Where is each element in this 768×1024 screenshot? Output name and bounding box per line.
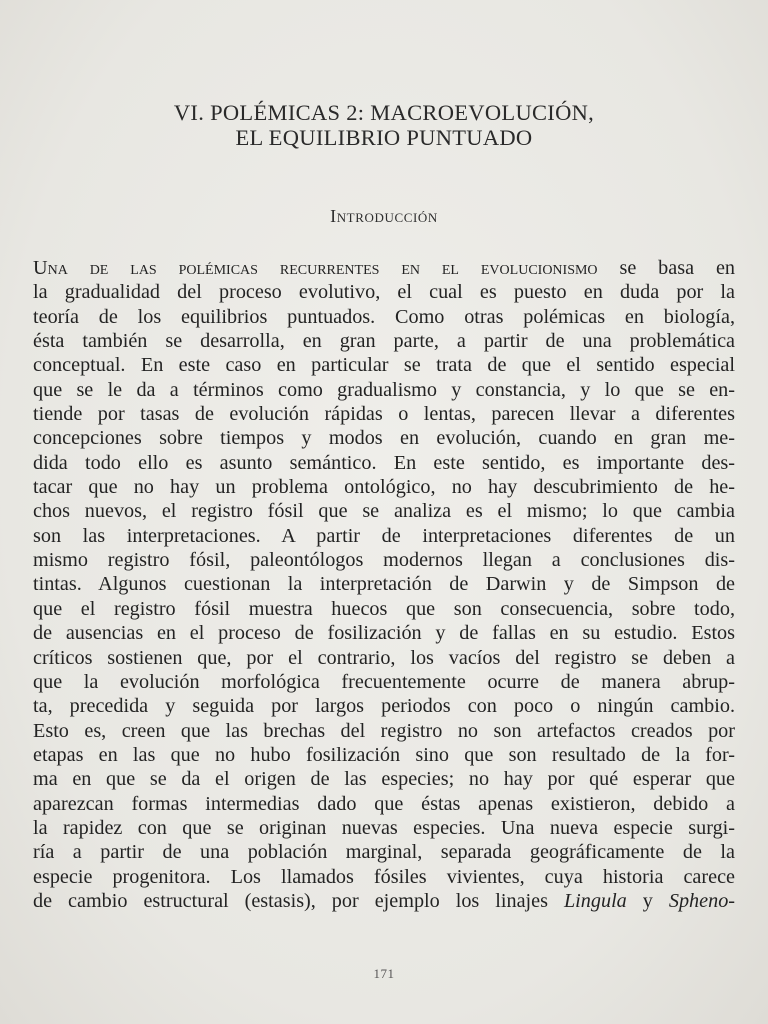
body-line-last bbox=[33, 889, 735, 913]
body-line: son las interpretaciones. A partir de interpretaciones diferentes de un bbox=[33, 524, 735, 547]
body-line: conceptual. En este caso en particular se trata de que el sentido especial bbox=[33, 354, 735, 377]
body-line: aparezcan formas intermedias dado que éstas apenas existieron, debido a bbox=[33, 792, 735, 815]
body-line: tiende por tasas de evolución rápidas o lentas, parecen llevar a diferentes bbox=[33, 403, 735, 426]
body-line: Esto es, creen que las brechas del registro no son artefactos creados por bbox=[33, 719, 735, 742]
body-line: que el registro fósil muestra huecos que son consecuencia, sobre todo, bbox=[33, 597, 735, 620]
body-line: tintas. Algunos cuestionan la interpretación de Darwin y de Simpson de bbox=[33, 573, 735, 596]
body-line: ésta también se desarrolla, en gran parte, a partir de una problemática bbox=[33, 330, 735, 353]
body-line: que se le da a términos como gradualismo y constancia, y lo que se en- bbox=[33, 378, 735, 401]
body-line: etapas en las que no hubo fosilización sino que son resultado de la for- bbox=[33, 743, 735, 766]
body-paragraph bbox=[33, 256, 735, 913]
page-number: 171 bbox=[373, 966, 395, 981]
taxon-lingula: Lingula bbox=[563, 889, 627, 912]
last-line-conjunction: y bbox=[626, 889, 669, 912]
body-line: chos nuevos, el registro fósil que se analiza es el mismo; lo que cambia bbox=[33, 500, 735, 523]
chapter-title-line-1: VI. POLÉMICAS 2: MACROEVOLUCIÓN, bbox=[173, 100, 595, 125]
body-line: dida todo ello es asunto semántico. En este sentido, es importante des- bbox=[33, 451, 735, 474]
lead-line-rest: se basa en bbox=[597, 257, 736, 279]
section-heading: Introducción bbox=[330, 206, 438, 226]
body-line: tacar que no hay un problema ontológico, no hay descubrimiento de he- bbox=[33, 476, 735, 499]
lead-in-small-caps: Una de las polémicas recurrentes en el evolucionismo bbox=[33, 257, 598, 279]
body-line: ta, precedida y seguida por largos periodos con poco o ningún cambio. bbox=[33, 695, 735, 718]
body-line: críticos sostienen que, por el contrario, los vacíos del registro se deben a bbox=[33, 646, 735, 669]
body-line: concepciones sobre tiempos y modos en evolución, cuando en gran me- bbox=[33, 427, 735, 450]
body-line: mismo registro fósil, paleontólogos modernos llegan a conclusiones dis- bbox=[33, 549, 735, 572]
body-line: que la evolución morfológica frecuentemente ocurre de manera abrup- bbox=[33, 670, 735, 693]
body-line: ría a partir de una población marginal, separada geográficamente de la bbox=[33, 841, 735, 864]
body-line bbox=[33, 256, 735, 280]
body-line: ma en que se da el origen de las especies; no hay por qué esperar que bbox=[33, 768, 735, 791]
chapter-title-line-2: EL EQUILIBRIO PUNTUADO bbox=[235, 125, 533, 150]
taxon-spheno: Spheno- bbox=[668, 889, 736, 912]
body-line: de ausencias en el proceso de fosilización y de fallas en su estudio. Estos bbox=[33, 622, 735, 645]
last-line-text: de cambio estructural (estasis), por ejemplo los linajes bbox=[33, 889, 564, 912]
body-line: la rapidez con que se originan nuevas especies. Una nueva especie surgi- bbox=[33, 816, 735, 839]
body-line: teoría de los equilibrios puntuados. Como otras polémicas en biología, bbox=[33, 305, 735, 328]
chapter-title bbox=[0, 100, 768, 150]
body-line: la gradualidad del proceso evolutivo, el cual es puesto en duda por la bbox=[33, 281, 735, 304]
body-line: especie progenitora. Los llamados fósiles vivientes, cuya historia carece bbox=[33, 865, 735, 888]
